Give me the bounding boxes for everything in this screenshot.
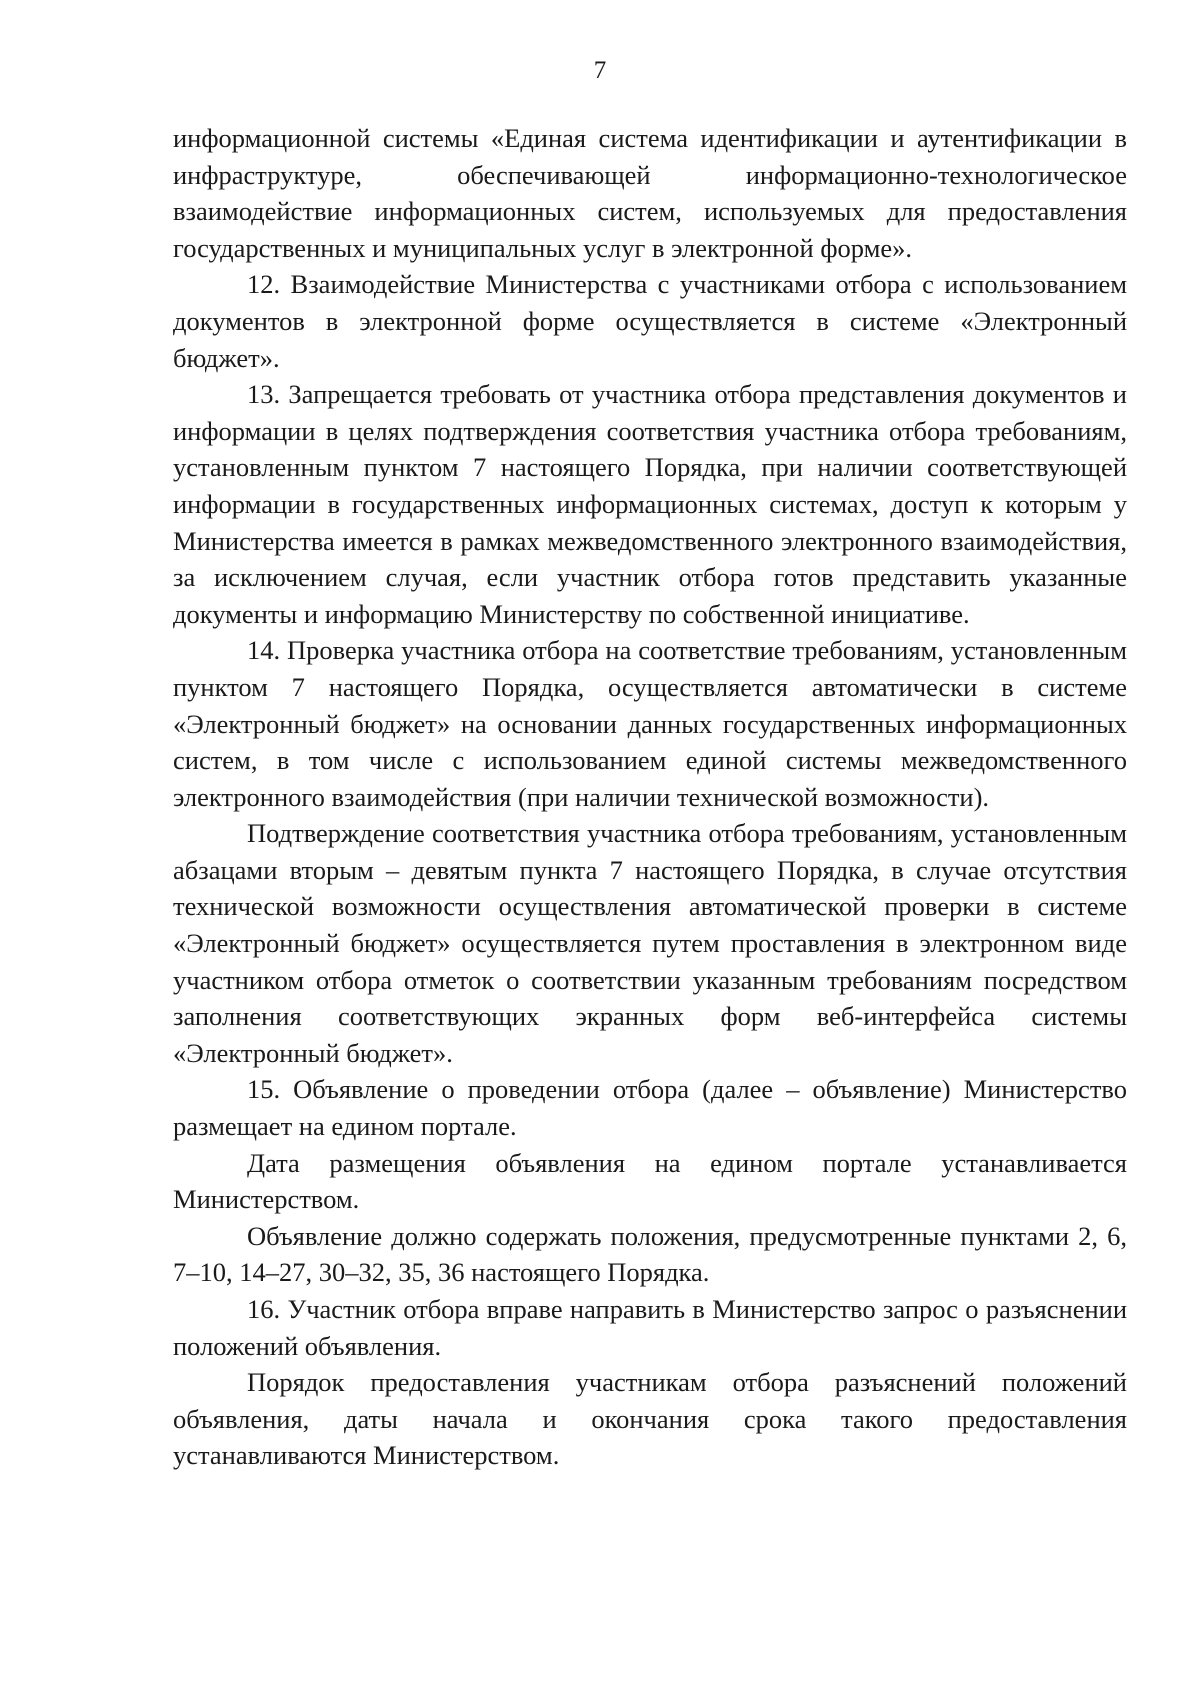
paragraph-item-12: 12. Взаимодействие Министерства с участниками отбора с использованием документов в электронной форме осуществляется в системе «Электронный бюджет». [173,269,1127,373]
paragraph-item-15-contents: Объявление должно содержать положения, предусмотренные пунктами 2, 6, 7–10, 14–27, 30–32, 35, 36 настоящего Порядка. [173,1220,1127,1288]
paragraph-item-16: 16. Участник отбора вправе направить в Министерство запрос о разъяснении положений объявления. [173,1294,1127,1361]
paragraph-item-14-confirmation: Подтверждение соответствия участника отбора требованиям, установленным абзацами вторым – девятым пункта 7 настоящего Порядка, в случае отсутствия технической возможности осуществления автоматической проверки в системе «Электронный бюджет» осуществляется путем проставления в электронном виде участником отбора отметок о соответствии указанным требованиям посредством заполнения соответствующих экранных форм веб-интерфейса системы «Электронный бюджет». [173,818,1127,1068]
paragraph-item-15: 15. Объявление о проведении отбора (далее – объявление) Министерство размещает на едином портале. [173,1074,1127,1142]
paragraph-item-15-date: Дата размещения объявления на едином портале устанавливается Министерством. [173,1147,1127,1215]
page-number: 7 [593,57,607,84]
document-body [173,120,1127,1474]
paragraph-item-16-procedure: Порядок предоставления участникам отбора разъяснений положений объявления, даты начала и окончания срока такого предоставления устанавливаются Министерством. [173,1367,1127,1471]
paragraph-continuation: информационной системы «Единая система идентификации и аутентификации в инфраструктуре, обеспечивающей информационно-технологическое взаимодействие информационных систем, используемых для предоставления государственных и муниципальных услуг в электронной форме». [173,123,1127,263]
paragraph-item-13: 13. Запрещается требовать от участника отбора представления документов и информации в целях подтверждения соответствия участника отбора требованиям, установленным пунктом 7 настоящего Порядка, при наличии соответствующей информации в государственных информационных системах, доступ к которым у Министерства имеется в рамках межведомственного электронного взаимодействия, за исключением случая, если участник отбора готов представить указанные документы и информацию Министерству по собственной инициативе. [173,379,1127,629]
paragraph-item-14: 14. Проверка участника отбора на соответствие требованиям, установленным пунктом 7 настоящего Порядка, осуществляется автоматически в системе «Электронный бюджет» на основании данных государственных информационных систем, в том числе с использованием единой системы межведомственного электронного взаимодействия (при наличии технической возможности). [173,635,1127,812]
